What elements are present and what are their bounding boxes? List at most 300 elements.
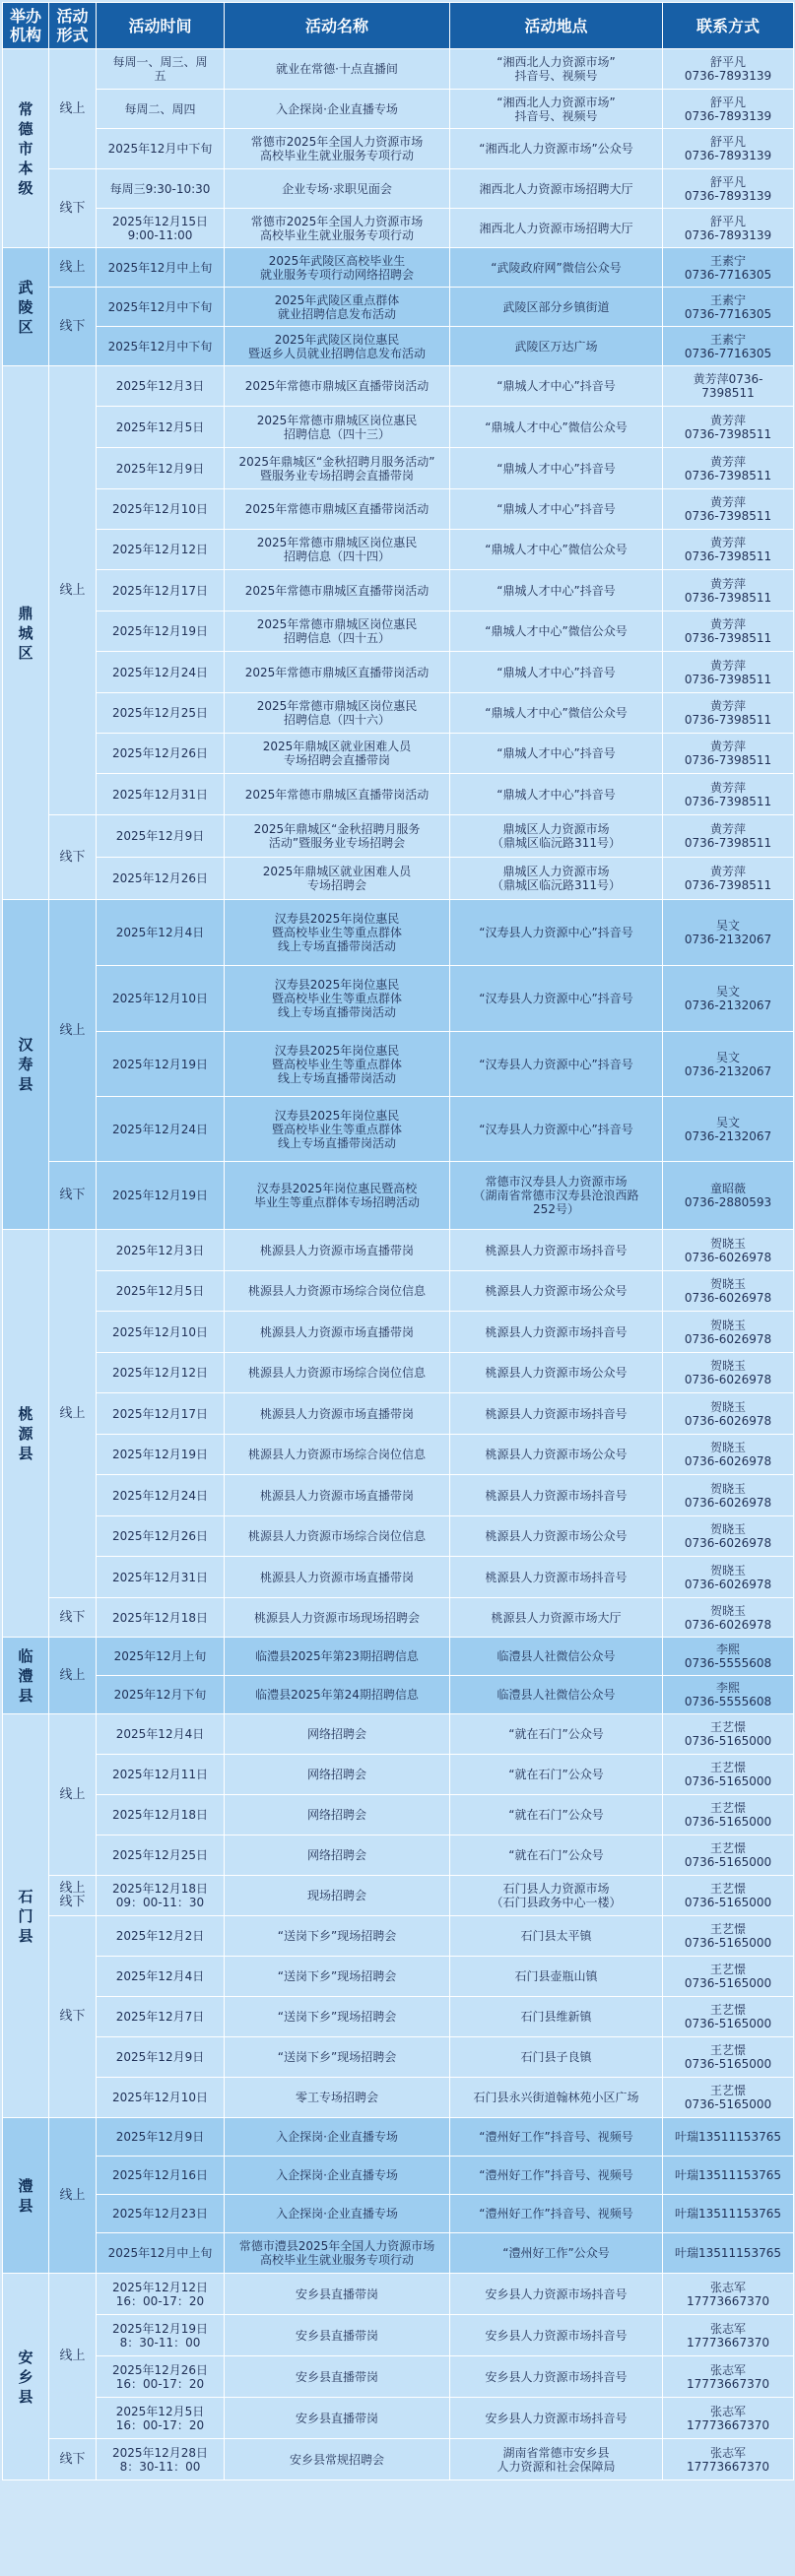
contact-cell: 吴文 0736-2132067 <box>663 1097 794 1162</box>
activity-name-cell: 临澧县2025年第23期招聘信息 <box>225 1638 450 1676</box>
location-cell: “鼎城人才中心”微信公众号 <box>450 407 663 448</box>
form-cell: 线下 <box>49 2439 97 2480</box>
activity-name-cell: 2025年常德市鼎城区直播带岗活动 <box>225 366 450 407</box>
contact-cell: 贺晓玉 0736-6026978 <box>663 1435 794 1475</box>
activity-name-cell: 2025年常德市鼎城区直播带岗活动 <box>225 652 450 693</box>
table-row <box>3 1795 794 1835</box>
activity-name-cell: 2025年常德市鼎城区岗位惠民 招聘信息（四十五） <box>225 612 450 652</box>
table-row <box>3 1755 794 1795</box>
time-cell: 2025年12月25日 <box>97 1835 225 1876</box>
location-cell: “汉寿县人力资源中心”抖音号 <box>450 966 663 1032</box>
organizer-cell: 石 门 县 <box>3 1714 49 2118</box>
contact-cell: 黄芳萍 0736-7398511 <box>663 693 794 734</box>
location-cell: “汉寿县人力资源中心”抖音号 <box>450 1097 663 1162</box>
location-cell: “澧州好工作”抖音号、视频号 <box>450 2195 663 2233</box>
time-cell: 2025年12月2日 <box>97 1916 225 1957</box>
location-cell: 桃源县人力资源市场抖音号 <box>450 1312 663 1353</box>
table-row <box>3 1475 794 1516</box>
location-cell: 桃源县人力资源市场公众号 <box>450 1516 663 1557</box>
activity-name-cell: “送岗下乡”现场招聘会 <box>225 1957 450 1997</box>
time-cell: 2025年12月3日 <box>97 366 225 407</box>
time-cell: 2025年12月19日 <box>97 612 225 652</box>
location-cell: “鼎城人才中心”抖音号 <box>450 652 663 693</box>
location-cell: 桃源县人力资源市场抖音号 <box>450 1557 663 1598</box>
table-row <box>3 1676 794 1714</box>
location-cell: 湖南省常德市安乡县 人力资源和社会保障局 <box>450 2439 663 2480</box>
table-row <box>3 1714 794 1755</box>
activity-name-cell: “送岗下乡”现场招聘会 <box>225 1997 450 2037</box>
table-row <box>3 209 794 248</box>
time-cell: 2025年12月24日 <box>97 1475 225 1516</box>
time-cell: 2025年12月5日 <box>97 1271 225 1312</box>
time-cell: 2025年12月19日 <box>97 1435 225 1475</box>
location-cell: 安乡县人力资源市场抖音号 <box>450 2315 663 2356</box>
location-cell: 石门县人力资源市场 （石门县政务中心一楼） <box>450 1876 663 1916</box>
form-cell: 线下 <box>49 1598 97 1638</box>
time-cell: 2025年12月23日 <box>97 2195 225 2233</box>
contact-cell: 王艺憬 0736-5165000 <box>663 2037 794 2078</box>
table-row <box>3 327 794 366</box>
location-cell: “就在石门”公众号 <box>450 1714 663 1755</box>
contact-cell: 黄芳萍 0736-7398511 <box>663 448 794 489</box>
time-cell: 2025年12月中下旬 <box>97 288 225 327</box>
contact-cell: 贺晓玉 0736-6026978 <box>663 1598 794 1638</box>
location-cell: 常德市汉寿县人力资源市场 （湖南省常德市汉寿县沧浪西路 252号） <box>450 1162 663 1230</box>
table-row <box>3 2439 794 2480</box>
contact-cell: 张志军 17773667370 <box>663 2315 794 2356</box>
header-contact: 联系方式 <box>663 3 794 49</box>
contact-cell: 黄芳萍 0736-7398511 <box>663 734 794 774</box>
contact-cell: 黄芳萍 0736-7398511 <box>663 612 794 652</box>
form-cell: 线上 <box>49 49 97 169</box>
activity-name-cell: 桃源县人力资源市场直播带岗 <box>225 1312 450 1353</box>
contact-cell: 吴文 0736-2132067 <box>663 966 794 1032</box>
table-row <box>3 652 794 693</box>
location-cell: “湘西北人力资源市场” 抖音号、视频号 <box>450 49 663 90</box>
activity-name-cell: 2025年武陵区高校毕业生 就业服务专项行动网络招聘会 <box>225 248 450 288</box>
time-cell: 2025年12月10日 <box>97 489 225 530</box>
form-cell: 线下 <box>49 1162 97 1230</box>
table-row <box>3 1638 794 1676</box>
activity-name-cell: 常德市2025年全国人力资源市场 高校毕业生就业服务专项行动 <box>225 129 450 169</box>
time-cell: 2025年12月26日 16：00-17：20 <box>97 2356 225 2398</box>
time-cell: 2025年12月9日 <box>97 815 225 858</box>
form-cell: 线上 <box>49 1230 97 1598</box>
table-row <box>3 966 794 1032</box>
activity-name-cell: 零工专场招聘会 <box>225 2078 450 2118</box>
activity-name-cell: 安乡县直播带岗 <box>225 2315 450 2356</box>
contact-cell: 童昭薇 0736-2880593 <box>663 1162 794 1230</box>
table-row <box>3 1598 794 1638</box>
location-cell: “澧州好工作”抖音号、视频号 <box>450 2118 663 2157</box>
organizer-cell: 安 乡 县 <box>3 2274 49 2480</box>
location-cell: “湘西北人力资源市场” 抖音号、视频号 <box>450 90 663 129</box>
table-row <box>3 1957 794 1997</box>
contact-cell: 黄芳萍 0736-7398511 <box>663 570 794 612</box>
time-cell: 2025年12月26日 <box>97 734 225 774</box>
activity-name-cell: 现场招聘会 <box>225 1876 450 1916</box>
contact-cell: 叶瑞13511153765 <box>663 2195 794 2233</box>
time-cell: 2025年12月24日 <box>97 1097 225 1162</box>
contact-cell: 舒平凡 0736-7893139 <box>663 209 794 248</box>
time-cell: 2025年12月15日 9:00-11:00 <box>97 209 225 248</box>
activity-name-cell: 临澧县2025年第24期招聘信息 <box>225 1676 450 1714</box>
table-row <box>3 2233 794 2274</box>
location-cell: 石门县壶瓶山镇 <box>450 1957 663 1997</box>
location-cell: 桃源县人力资源市场公众号 <box>450 1435 663 1475</box>
contact-cell: 黄芳萍 0736-7398511 <box>663 774 794 815</box>
contact-cell: 王艺憬 0736-5165000 <box>663 1795 794 1835</box>
table-row <box>3 2195 794 2233</box>
time-cell: 每周一、周三、周 五 <box>97 49 225 90</box>
location-cell: 桃源县人力资源市场抖音号 <box>450 1230 663 1271</box>
activity-name-cell: 2025年鼎城区就业困难人员 专场招聘会直播带岗 <box>225 734 450 774</box>
activity-name-cell: 2025年常德市鼎城区直播带岗活动 <box>225 570 450 612</box>
form-cell: 线上 线下 <box>49 1876 97 1916</box>
table-row <box>3 1162 794 1230</box>
header-form: 活动 形式 <box>49 3 97 49</box>
time-cell: 2025年12月12日 16：00-17：20 <box>97 2274 225 2315</box>
time-cell: 2025年12月12日 <box>97 1353 225 1393</box>
location-cell: 临澧县人社微信公众号 <box>450 1638 663 1676</box>
location-cell: 湘西北人力资源市场招聘大厅 <box>450 169 663 209</box>
location-cell: “湘西北人力资源市场”公众号 <box>450 129 663 169</box>
time-cell: 2025年12月上旬 <box>97 1638 225 1676</box>
location-cell: 桃源县人力资源市场抖音号 <box>450 1393 663 1435</box>
contact-cell: 黄芳萍 0736-7398511 <box>663 858 794 900</box>
location-cell: “澧州好工作”公众号 <box>450 2233 663 2274</box>
location-cell: “鼎城人才中心”抖音号 <box>450 366 663 407</box>
time-cell: 2025年12月中下旬 <box>97 327 225 366</box>
activity-name-cell: 桃源县人力资源市场直播带岗 <box>225 1230 450 1271</box>
time-cell: 2025年12月17日 <box>97 570 225 612</box>
activity-name-cell: 安乡县直播带岗 <box>225 2398 450 2439</box>
location-cell: 鼎城区人力资源市场 （鼎城区临沅路311号） <box>450 815 663 858</box>
table-row <box>3 448 794 489</box>
contact-cell: 黄芳萍 0736-7398511 <box>663 407 794 448</box>
activity-name-cell: 汉寿县2025年岗位惠民 暨高校毕业生等重点群体 线上专场直播带岗活动 <box>225 900 450 966</box>
table-row <box>3 1230 794 1271</box>
contact-cell: 吴文 0736-2132067 <box>663 900 794 966</box>
activity-name-cell: 汉寿县2025年岗位惠民暨高校 毕业生等重点群体专场招聘活动 <box>225 1162 450 1230</box>
activity-name-cell: 桃源县人力资源市场综合岗位信息 <box>225 1271 450 1312</box>
activity-name-cell: 桃源县人力资源市场综合岗位信息 <box>225 1516 450 1557</box>
location-cell: “就在石门”公众号 <box>450 1755 663 1795</box>
table-row <box>3 1835 794 1876</box>
header-location: 活动地点 <box>450 3 663 49</box>
location-cell: “武陵政府网”微信公众号 <box>450 248 663 288</box>
activity-name-cell: 安乡县直播带岗 <box>225 2356 450 2398</box>
table-row <box>3 1435 794 1475</box>
table-row <box>3 2398 794 2439</box>
table-row <box>3 288 794 327</box>
form-cell: 线上 <box>49 1638 97 1714</box>
contact-cell: 王艺憬 0736-5165000 <box>663 1755 794 1795</box>
organizer-cell: 常 德 市 本 级 <box>3 49 49 248</box>
time-cell: 2025年12月19日 8：30-11：00 <box>97 2315 225 2356</box>
contact-cell: 贺晓玉 0736-6026978 <box>663 1271 794 1312</box>
activity-name-cell: 就业在常德·十点直播间 <box>225 49 450 90</box>
activity-name-cell: 2025年鼎城区“金秋招聘月服务活动” 暨服务业专场招聘会直播带岗 <box>225 448 450 489</box>
contact-cell: 舒平凡 0736-7893139 <box>663 90 794 129</box>
time-cell: 2025年12月26日 <box>97 858 225 900</box>
time-cell: 2025年12月4日 <box>97 900 225 966</box>
time-cell: 2025年12月9日 <box>97 448 225 489</box>
time-cell: 2025年12月中上旬 <box>97 2233 225 2274</box>
time-cell: 2025年12月19日 <box>97 1032 225 1097</box>
activity-name-cell: 入企探岗·企业直播专场 <box>225 90 450 129</box>
time-cell: 2025年12月4日 <box>97 1957 225 1997</box>
contact-cell: 张志军 17773667370 <box>663 2356 794 2398</box>
time-cell: 2025年12月9日 <box>97 2037 225 2078</box>
location-cell: 武陵区部分乡镇街道 <box>450 288 663 327</box>
contact-cell: 王艺憬 0736-5165000 <box>663 1714 794 1755</box>
contact-cell: 王艺憬 0736-5165000 <box>663 1957 794 1997</box>
time-cell: 2025年12月17日 <box>97 1393 225 1435</box>
form-cell: 线上 <box>49 248 97 288</box>
table-row <box>3 2315 794 2356</box>
time-cell: 每周二、周四 <box>97 90 225 129</box>
header-activity-name: 活动名称 <box>225 3 450 49</box>
header-time: 活动时间 <box>97 3 225 49</box>
activity-name-cell: 桃源县人力资源市场现场招聘会 <box>225 1598 450 1638</box>
location-cell: “澧州好工作”抖音号、视频号 <box>450 2157 663 2195</box>
time-cell: 2025年12月25日 <box>97 693 225 734</box>
time-cell: 2025年12月5日 16：00-17：20 <box>97 2398 225 2439</box>
time-cell: 2025年12月5日 <box>97 407 225 448</box>
table-row <box>3 1353 794 1393</box>
location-cell: “鼎城人才中心”抖音号 <box>450 570 663 612</box>
location-cell: 安乡县人力资源市场抖音号 <box>450 2274 663 2315</box>
table-body <box>3 49 794 2480</box>
contact-cell: 叶瑞13511153765 <box>663 2118 794 2157</box>
contact-cell: 贺晓玉 0736-6026978 <box>663 1230 794 1271</box>
time-cell: 2025年12月18日 <box>97 1795 225 1835</box>
location-cell: “鼎城人才中心”抖音号 <box>450 489 663 530</box>
location-cell: 石门县太平镇 <box>450 1916 663 1957</box>
time-cell: 2025年12月4日 <box>97 1714 225 1755</box>
activity-name-cell: 2025年常德市鼎城区岗位惠民 招聘信息（四十三） <box>225 407 450 448</box>
location-cell: 武陵区万达广场 <box>450 327 663 366</box>
contact-cell: 贺晓玉 0736-6026978 <box>663 1475 794 1516</box>
contact-cell: 贺晓玉 0736-6026978 <box>663 1516 794 1557</box>
table-row <box>3 2274 794 2315</box>
activity-name-cell: 桃源县人力资源市场综合岗位信息 <box>225 1353 450 1393</box>
activity-name-cell: 2025年武陵区岗位惠民 暨返乡人员就业招聘信息发布活动 <box>225 327 450 366</box>
activity-name-cell: 2025年常德市鼎城区岗位惠民 招聘信息（四十六） <box>225 693 450 734</box>
location-cell: 临澧县人社微信公众号 <box>450 1676 663 1714</box>
time-cell: 2025年12月7日 <box>97 1997 225 2037</box>
time-cell: 2025年12月11日 <box>97 1755 225 1795</box>
time-cell: 2025年12月16日 <box>97 2157 225 2195</box>
activity-name-cell: 入企探岗·企业直播专场 <box>225 2195 450 2233</box>
table-row <box>3 2157 794 2195</box>
table-row <box>3 169 794 209</box>
activity-name-cell: 2025年鼎城区就业困难人员 专场招聘会 <box>225 858 450 900</box>
time-cell: 2025年12月3日 <box>97 1230 225 1271</box>
activity-name-cell: 常德市2025年全国人力资源市场 高校毕业生就业服务专项行动 <box>225 209 450 248</box>
activity-name-cell: 安乡县直播带岗 <box>225 2274 450 2315</box>
organizer-cell: 武 陵 区 <box>3 248 49 366</box>
table-row <box>3 858 794 900</box>
location-cell: 桃源县人力资源市场公众号 <box>450 1271 663 1312</box>
table-row <box>3 407 794 448</box>
contact-cell: 贺晓玉 0736-6026978 <box>663 1557 794 1598</box>
time-cell: 2025年12月中上旬 <box>97 248 225 288</box>
table-row <box>3 900 794 966</box>
activity-name-cell: 入企探岗·企业直播专场 <box>225 2118 450 2157</box>
activity-name-cell: 网络招聘会 <box>225 1714 450 1755</box>
contact-cell: 贺晓玉 0736-6026978 <box>663 1393 794 1435</box>
activity-name-cell: 网络招聘会 <box>225 1755 450 1795</box>
location-cell: 石门县子良镇 <box>450 2037 663 2078</box>
location-cell: 湘西北人力资源市场招聘大厅 <box>450 209 663 248</box>
contact-cell: 李熙 0736-5555608 <box>663 1638 794 1676</box>
contact-cell: 叶瑞13511153765 <box>663 2233 794 2274</box>
time-cell: 2025年12月24日 <box>97 652 225 693</box>
activity-name-cell: 汉寿县2025年岗位惠民 暨高校毕业生等重点群体 线上专场直播带岗活动 <box>225 1032 450 1097</box>
time-cell: 2025年12月31日 <box>97 1557 225 1598</box>
location-cell: 桃源县人力资源市场公众号 <box>450 1353 663 1393</box>
table-row <box>3 248 794 288</box>
contact-cell: 黄芳萍 0736-7398511 <box>663 815 794 858</box>
location-cell: “汉寿县人力资源中心”抖音号 <box>450 1032 663 1097</box>
location-cell: “汉寿县人力资源中心”抖音号 <box>450 900 663 966</box>
activity-name-cell: 网络招聘会 <box>225 1835 450 1876</box>
time-cell: 2025年12月10日 <box>97 1312 225 1353</box>
table-row <box>3 2037 794 2078</box>
activity-name-cell: 常德市澧县2025年全国人力资源市场 高校毕业生就业服务专项行动 <box>225 2233 450 2274</box>
table-row <box>3 366 794 407</box>
header-organizer: 举办 机构 <box>3 3 49 49</box>
activity-name-cell: 桃源县人力资源市场综合岗位信息 <box>225 1435 450 1475</box>
contact-cell: 吴文 0736-2132067 <box>663 1032 794 1097</box>
time-cell: 2025年12月31日 <box>97 774 225 815</box>
organizer-cell: 桃 源 县 <box>3 1230 49 1638</box>
location-cell: “鼎城人才中心”微信公众号 <box>450 612 663 652</box>
header-row <box>3 3 794 49</box>
table-row <box>3 129 794 169</box>
location-cell: 桃源县人力资源市场抖音号 <box>450 1475 663 1516</box>
time-cell: 2025年12月10日 <box>97 2078 225 2118</box>
table-row <box>3 815 794 858</box>
contact-cell: 王素宁 0736-7716305 <box>663 327 794 366</box>
contact-cell: 贺晓玉 0736-6026978 <box>663 1353 794 1393</box>
activity-name-cell: 安乡县常规招聘会 <box>225 2439 450 2480</box>
form-cell: 线上 <box>49 366 97 815</box>
table-row <box>3 570 794 612</box>
contact-cell: 黄芳萍0736- 7398511 <box>663 366 794 407</box>
table-row <box>3 612 794 652</box>
contact-cell: 王艺憬 0736-5165000 <box>663 1835 794 1876</box>
contact-cell: 王素宁 0736-7716305 <box>663 288 794 327</box>
time-cell: 2025年12月18日 <box>97 1598 225 1638</box>
time-cell: 2025年12月10日 <box>97 966 225 1032</box>
table-row <box>3 90 794 129</box>
activity-name-cell: 桃源县人力资源市场直播带岗 <box>225 1393 450 1435</box>
activity-name-cell: 入企探岗·企业直播专场 <box>225 2157 450 2195</box>
activity-name-cell: 2025年鼎城区“金秋招聘月服务 活动”暨服务业专场招聘会 <box>225 815 450 858</box>
organizer-cell: 汉 寿 县 <box>3 900 49 1230</box>
contact-cell: 黄芳萍 0736-7398511 <box>663 489 794 530</box>
location-cell: 桃源县人力资源市场大厅 <box>450 1598 663 1638</box>
contact-cell: 贺晓玉 0736-6026978 <box>663 1312 794 1353</box>
time-cell: 2025年12月19日 <box>97 1162 225 1230</box>
table-row <box>3 734 794 774</box>
contact-cell: 张志军 17773667370 <box>663 2274 794 2315</box>
organizer-cell: 鼎 城 区 <box>3 366 49 900</box>
location-cell: “鼎城人才中心”微信公众号 <box>450 530 663 570</box>
time-cell: 2025年12月下旬 <box>97 1676 225 1714</box>
recruitment-schedule-table <box>2 2 794 2480</box>
table-row <box>3 774 794 815</box>
contact-cell: 舒平凡 0736-7893139 <box>663 129 794 169</box>
table-row <box>3 1557 794 1598</box>
time-cell: 2025年12月中下旬 <box>97 129 225 169</box>
table-row <box>3 49 794 90</box>
contact-cell: 舒平凡 0736-7893139 <box>663 169 794 209</box>
table-row <box>3 2356 794 2398</box>
contact-cell: 黄芳萍 0736-7398511 <box>663 530 794 570</box>
contact-cell: 叶瑞13511153765 <box>663 2157 794 2195</box>
table-row <box>3 1516 794 1557</box>
activity-name-cell: 2025年武陵区重点群体 就业招聘信息发布活动 <box>225 288 450 327</box>
table-row <box>3 1997 794 2037</box>
time-cell: 2025年12月18日 09：00-11：30 <box>97 1876 225 1916</box>
activity-name-cell: 2025年常德市鼎城区直播带岗活动 <box>225 489 450 530</box>
activity-name-cell: 2025年常德市鼎城区直播带岗活动 <box>225 774 450 815</box>
time-cell: 2025年12月28日 8：30-11：00 <box>97 2439 225 2480</box>
contact-cell: 张志军 17773667370 <box>663 2439 794 2480</box>
table-row <box>3 1097 794 1162</box>
table-row <box>3 693 794 734</box>
activity-name-cell: “送岗下乡”现场招聘会 <box>225 1916 450 1957</box>
table-row <box>3 1393 794 1435</box>
activity-name-cell: 网络招聘会 <box>225 1795 450 1835</box>
form-cell: 线上 <box>49 2118 97 2274</box>
location-cell: 鼎城区人力资源市场 （鼎城区临沅路311号） <box>450 858 663 900</box>
activity-name-cell: “送岗下乡”现场招聘会 <box>225 2037 450 2078</box>
contact-cell: 舒平凡 0736-7893139 <box>663 49 794 90</box>
contact-cell: 王艺憬 0736-5165000 <box>663 2078 794 2118</box>
location-cell: “鼎城人才中心”抖音号 <box>450 734 663 774</box>
location-cell: “就在石门”公众号 <box>450 1795 663 1835</box>
table-row <box>3 1876 794 1916</box>
form-cell: 线上 <box>49 900 97 1162</box>
contact-cell: 张志军 17773667370 <box>663 2398 794 2439</box>
time-cell: 2025年12月9日 <box>97 2118 225 2157</box>
table-row <box>3 1271 794 1312</box>
location-cell: “鼎城人才中心”微信公众号 <box>450 693 663 734</box>
organizer-cell: 澧 县 <box>3 2118 49 2274</box>
activity-name-cell: 桃源县人力资源市场直播带岗 <box>225 1557 450 1598</box>
contact-cell: 王艺憬 0736-5165000 <box>663 1876 794 1916</box>
activity-name-cell: 2025年常德市鼎城区岗位惠民 招聘信息（四十四） <box>225 530 450 570</box>
activity-name-cell: 汉寿县2025年岗位惠民 暨高校毕业生等重点群体 线上专场直播带岗活动 <box>225 1097 450 1162</box>
table-row <box>3 1032 794 1097</box>
location-cell: “就在石门”公众号 <box>450 1835 663 1876</box>
location-cell: 石门县维新镇 <box>450 1997 663 2037</box>
location-cell: “鼎城人才中心”抖音号 <box>450 448 663 489</box>
contact-cell: 王艺憬 0736-5165000 <box>663 1997 794 2037</box>
form-cell: 线下 <box>49 169 97 248</box>
time-cell: 2025年12月12日 <box>97 530 225 570</box>
form-cell: 线下 <box>49 1916 97 2118</box>
location-cell: 安乡县人力资源市场抖音号 <box>450 2398 663 2439</box>
contact-cell: 黄芳萍 0736-7398511 <box>663 652 794 693</box>
form-cell: 线上 <box>49 2274 97 2439</box>
form-cell: 线下 <box>49 815 97 900</box>
